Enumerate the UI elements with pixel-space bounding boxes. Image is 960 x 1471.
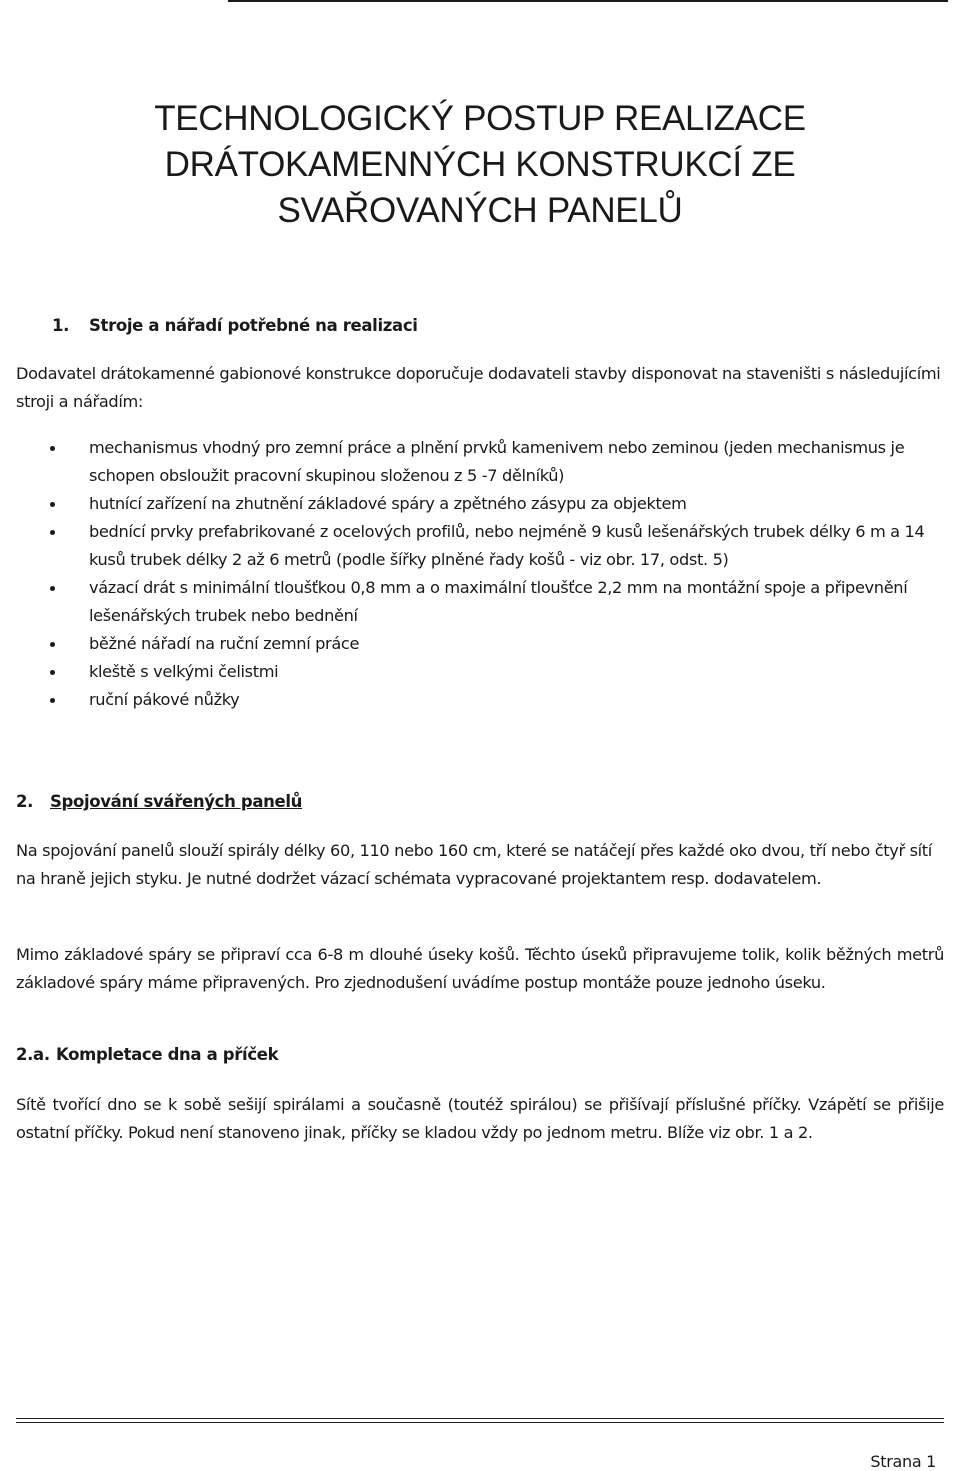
section-2-paragraph-1: Na spojování panelů slouží spirály délky 60, 110 nebo 160 cm, které se natáčejí přes každé oko dvou, tří nebo čtyř sítí na hraně jejich styku. Je nutné dodržet vázací schémata vypracované projektantem resp. dodavatelem.	[16, 841, 932, 888]
bullet-icon	[50, 502, 55, 507]
bullet-icon	[50, 530, 55, 535]
bullet-icon	[50, 446, 55, 451]
list-item	[50, 630, 950, 658]
list-item	[50, 574, 950, 630]
header-rule	[228, 0, 948, 2]
section-2a-heading	[16, 1043, 278, 1067]
section-1-intro: Dodavatel drátokamenné gabionové konstrukce doporučuje dodavateli stavby disponovat na staveništi s následujícími stroji a nářadím:	[16, 364, 941, 411]
title-line: TECHNOLOGICKÝ POSTUP REALIZACE	[154, 99, 806, 138]
section-number: 2.a.	[16, 1045, 50, 1064]
section-number: 2.	[16, 792, 34, 811]
document-title	[0, 96, 960, 234]
list-item	[50, 490, 950, 518]
footer-rule	[16, 1418, 944, 1423]
section-title: Kompletace dna a příček	[56, 1045, 279, 1064]
list-item	[50, 434, 950, 490]
list-item	[50, 686, 950, 714]
list-item-text: mechanismus vhodný pro zemní práce a plnění prvků kamenivem nebo zeminou (jeden mechanismus je schopen obsloužit pracovní skupinou složenou z 5 -7 dělníků)	[89, 438, 905, 485]
bullet-icon	[50, 642, 55, 647]
title-line: SVAŘOVANÝCH PANELŮ	[277, 191, 683, 230]
bullet-icon	[50, 586, 55, 591]
list-item-text: kleště s velkými čelistmi	[89, 662, 279, 681]
section-2-paragraph-2: Mimo základové spáry se připraví cca 6-8 m dlouhé úseky košů. Těchto úseků připravujeme tolik, kolik běžných metrů základové spáry máme připravených. Pro zjednodušení uvádíme postup montáže pouze jednoho úseku.	[16, 945, 944, 992]
list-item-text: vázací drát s minimální tloušťkou 0,8 mm a o maximální tloušťce 2,2 mm na montážní spoje a připevnění lešenářských trubek nebo bednění	[89, 578, 908, 625]
bullet-icon	[50, 698, 55, 703]
title-line: DRÁTOKAMENNÝCH KONSTRUKCÍ ZE	[164, 145, 796, 184]
section-2a-paragraph: Sítě tvořící dno se k sobě sešijí spirálami a současně (toutéž spirálou) se přišívají příslušné příčky. Vzápětí se přišije ostatní příčky. Pokud není stanoveno jinak, příčky se kladou vždy po jednom metru. Blíže viz obr. 1 a 2.	[16, 1095, 944, 1142]
list-item-text: ruční pákové nůžky	[89, 690, 240, 709]
list-item	[50, 658, 950, 686]
section-title: Stroje a nářadí potřebné na realizaci	[89, 316, 418, 335]
section-1-heading	[52, 314, 418, 338]
page-number: Strana 1	[870, 1452, 936, 1471]
section-number: 1.	[52, 316, 70, 335]
list-item-text: bednící prvky prefabrikované z ocelových profilů, nebo nejméně 9 kusů lešenářských trubek délky 6 m a 14 kusů trubek délky 2 až 6 metrů (podle šířky plněné řady košů - viz obr. 17, odst. 5)	[89, 522, 925, 569]
list-item-text: běžné nářadí na ruční zemní práce	[89, 634, 360, 653]
list-item	[50, 518, 950, 574]
section-title: Spojování svářených panelů	[50, 792, 303, 811]
section-2-heading	[16, 790, 302, 814]
list-item-text: hutnící zařízení na zhutnění základové spáry a zpětného zásypu za objektem	[89, 494, 687, 513]
tools-list	[50, 434, 950, 714]
bullet-icon	[50, 670, 55, 675]
